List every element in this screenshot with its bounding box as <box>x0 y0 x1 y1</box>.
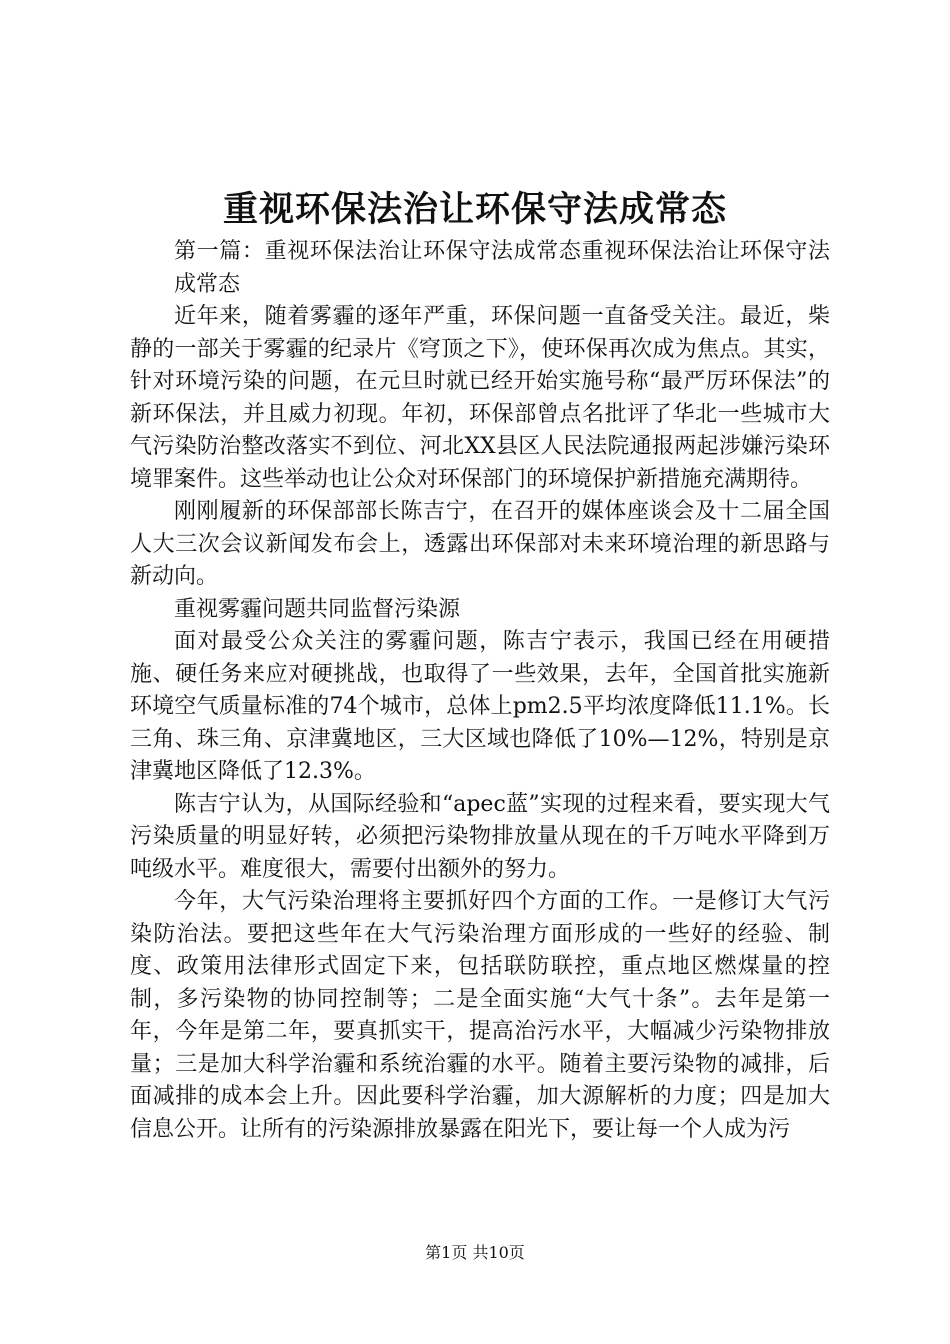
document-body <box>130 236 830 1146</box>
body-paragraph-3: 面对最受公众关注的雾霾问题，陈吉宁表示，我国已经在用硬措施、硬任务来应对硬挑战，也取得了一些效果，去年，全国首批实施新环境空气质量标准的74个城市，总体上pm2.5平均浓度降低11.1%。长三角、珠三角、京津冀地区，三大区域也降低了10%—12%，特别是京津冀地区降低了12.3%。 <box>130 629 830 784</box>
chapter-heading: 第一篇：重视环保法治让环保守法成常态重视环保法治让环保守法成常态 <box>174 239 830 297</box>
document-title: 重视环保法治让环保守法成常态 <box>222 189 727 230</box>
body-paragraph-2: 刚刚履新的环保部部长陈吉宁，在召开的媒体座谈会及十二届全国人大三次会议新闻发布会上，透露出环保部对未来环境治理的新思路与新动向。 <box>130 499 830 589</box>
page-number-footer: 第1页 共10页 <box>425 1243 525 1262</box>
body-paragraph-1: 近年来，随着雾霾的逐年严重，环保问题一直备受关注。最近，柴静的一部关于雾霾的纪录片《穹顶之下》，使环保再次成为焦点。其实，针对环境污染的问题，在元旦时就已经开始实施号称“最严厉环保法”的新环保法，并且威力初现。年初，环保部曾点名批评了华北一些城市大气污染防治整改落实不到位、河北XX县区人民法院通报两起涉嫌污染环境罪案件。这些举动也让公众对环保部门的环境保护新措施充满期待。 <box>130 304 830 492</box>
body-paragraph-5: 今年，大气污染治理将主要抓好四个方面的工作。一是修订大气污染防治法。要把这些年在大气污染治理方面形成的一些好的经验、制度、政策用法律形式固定下来，包括联防联控，重点地区燃煤量的控制，多污染物的协同控制等；二是全面实施“大气十条”。去年是第一年，今年是第二年，要真抓实干，提高治污水平，大幅减少污染物排放量；三是加大科学治霾和系统治霾的水平。随着主要污染物的减排，后面减排的成本会上升。因此要科学治霾，加大源解析的力度；四是加大信息公开。让所有的污染源排放暴露在阳光下，要让每一个人成为污 <box>130 889 830 1142</box>
body-paragraph-4: 陈吉宁认为，从国际经验和“apec蓝”实现的过程来看，要实现大气污染质量的明显好转，必须把污染物排放量从现在的千万吨水平降到万吨级水平。难度很大，需要付出额外的努力。 <box>130 791 830 882</box>
section-heading: 重视雾霾问题共同监督污染源 <box>174 596 461 622</box>
